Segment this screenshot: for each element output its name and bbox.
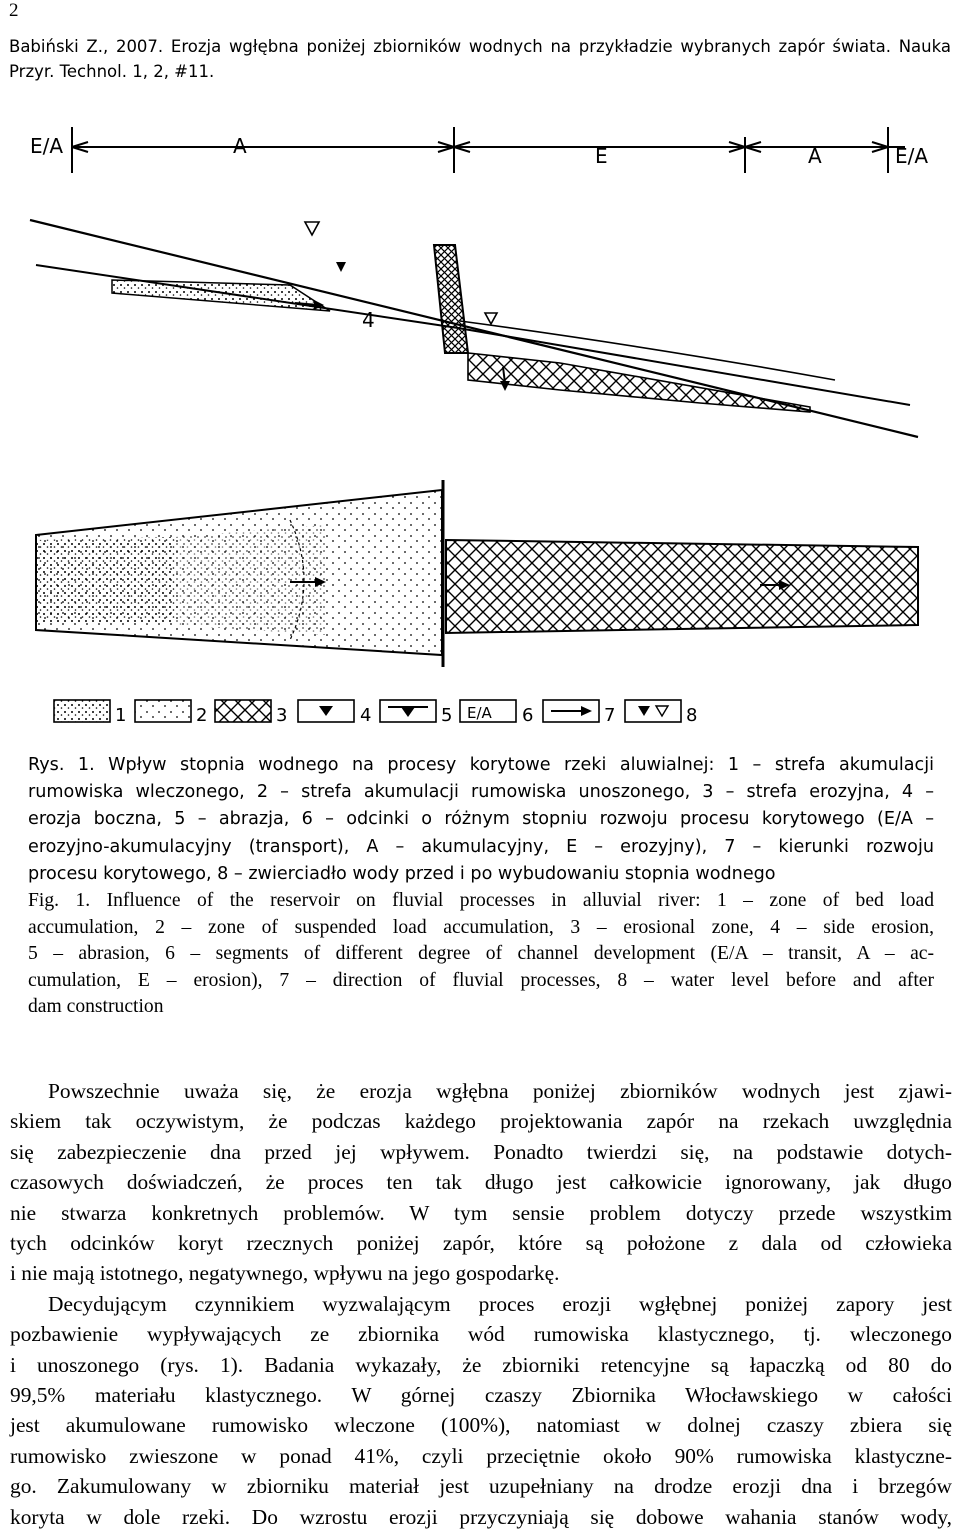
segment-label-a-right: A xyxy=(808,144,822,168)
legend-num-4: 4 xyxy=(360,705,372,726)
paragraph-line: pozbawienie wypływających ze zbiornika wód rumowiska klastycznego, tj. wleczonego xyxy=(10,1322,952,1347)
legend-swatch-2 xyxy=(135,700,191,722)
legend-swatch-1 xyxy=(54,700,110,722)
legend-swatch-8 xyxy=(625,700,681,722)
legend-num-6: 6 xyxy=(522,705,534,726)
paragraph-line: jest akumulowane rumowisko wleczone (100%), natomiast w dolnej czaszy zbiera się xyxy=(10,1413,952,1438)
caption-pl-line: Rys. 1. Wpływ stopnia wodnego na procesy korytowe rzeki aluwialnej: 1 – strefa akumulacji xyxy=(28,755,934,775)
paragraph-line: Powszechnie uważa się, że erozja wgłębna poniżej zbiorników wodnych jest zjawi- xyxy=(48,1079,952,1103)
dam-wall xyxy=(434,245,468,353)
page-number: 2 xyxy=(9,0,19,21)
legend-swatch-3 xyxy=(215,700,271,722)
paragraph-line: skiem tak oczywistym, że podczas każdego projektowania zapór na rzekach uwzględnia xyxy=(10,1109,952,1134)
figure-drawing xyxy=(0,115,960,755)
paragraph-line: i nie mają istotnego, negatywnego, wpływu na jego gospodarkę. xyxy=(10,1261,560,1286)
paragraph-line: koryta w dole rzeki. Do wzrostu erozji przyczyniają się dobowe wahania stanów wody, xyxy=(10,1504,952,1529)
caption-en-line: accumulation, 2 – zone of suspended load accumulation, 3 – erosional zone, 4 – side erosion, xyxy=(28,916,934,938)
legend xyxy=(54,700,697,726)
caption-en-line: 5 – abrasion, 6 – segments of different degree of channel development (E/A – transit, A – ac- xyxy=(28,943,934,965)
caption-pl-line: erozyjno-akumulacyjny (transport), A – akumulacyjny, E – erozyjny), 7 – kierunki rozwoju xyxy=(28,836,934,857)
erosion-label: 4 xyxy=(362,308,375,332)
segment-label-ea-right: E/A xyxy=(895,144,929,168)
paragraph-line: się zabezpieczenie dna przed jej wpływem. Ponadto twierdzi się, na podstawie dotych- xyxy=(10,1139,952,1164)
erosion-zone-profile xyxy=(468,353,810,412)
figure-caption xyxy=(28,752,934,1021)
legend-num-8: 8 xyxy=(686,705,698,726)
caption-en-line: Fig. 1. Influence of the reservoir on fluvial processes in alluvial river: 1 – zone of bed load xyxy=(28,890,934,912)
paragraph-line: i unoszonego (rys. 1). Badania wykazały, że zbiorniki retencyjne są łapaczką od 80 do xyxy=(10,1352,952,1377)
paragraph-line: nie stwarza konkretnych problemów. W tym sensie problem dotyczy przede wszystkim xyxy=(10,1200,952,1225)
segment-label-ea-left: E/A xyxy=(30,134,64,158)
caption-polish xyxy=(28,752,934,888)
segment-axis xyxy=(72,127,905,173)
caption-pl-line: rumowiska wleczonego, 2 – strefa akumulacji rumowiska unoszonego, 3 – strefa erozyjna, 4 – xyxy=(28,782,934,803)
longitudinal-profile xyxy=(30,220,918,437)
citation: Babiński Z., 2007. Erozja wgłębna poniżej zbiorników wodnych na przykładzie wybranych zapór świata. Nauka Przyr. Technol. 1, 2, #11. xyxy=(9,37,951,81)
segment-label-a-left: A xyxy=(233,134,247,158)
paragraph-line: czasowych doświadczeń, że proces ten tak długo jest całkowicie ignorowany, jak długo xyxy=(10,1170,952,1195)
legend-num-7: 7 xyxy=(604,705,616,726)
caption-pl-line: procesu korytowego, 8 – zwierciadło wody przed i po wybudowaniu stopnia wodnego xyxy=(28,863,776,884)
paragraph-line: Decydującym czynnikiem wyzwalającym proces erozji wgłębnej poniżej zapory jest xyxy=(48,1291,952,1316)
legend-num-1: 1 xyxy=(115,705,127,726)
legend-num-2: 2 xyxy=(196,705,208,726)
paragraph-line: rumowisko zwieszone w ponad 41%, czyli przeciętnie około 90% rumowiska klastyczne- xyxy=(10,1443,952,1468)
paragraph-line: 99,5% materiału klastycznego. W górnej czaszy Zbiornika Włocławskiego w całości xyxy=(10,1383,952,1408)
caption-english xyxy=(28,888,934,1021)
paragraph-line: go. Zakumulowany w zbiorniku materiał jest uzupełniany na drodze erozji dna i brzegów xyxy=(10,1474,952,1499)
caption-en-line: cumulation, E – erosion), 7 – direction of fluvial processes, 8 – water level before and after xyxy=(28,969,934,991)
body-text xyxy=(10,1076,952,1532)
legend-ea-text: E/A xyxy=(467,704,492,722)
paragraph-line: tych odcinków koryt rzecznych poniżej zapór, które są położone z dala od człowieka xyxy=(10,1231,952,1256)
plan-view xyxy=(36,480,918,667)
caption-pl-line: erozja boczna, 5 – abrazja, 6 – odcinki o różnym stopniu rozwoju procesu korytowego (E/A – xyxy=(28,809,934,830)
erosion-zone-plan xyxy=(446,540,918,633)
figure-river-profile xyxy=(0,115,960,755)
caption-en-line: dam construction xyxy=(28,996,164,1018)
legend-num-3: 3 xyxy=(276,705,288,726)
segment-label-e: E xyxy=(595,144,608,168)
legend-num-5: 5 xyxy=(441,705,453,726)
